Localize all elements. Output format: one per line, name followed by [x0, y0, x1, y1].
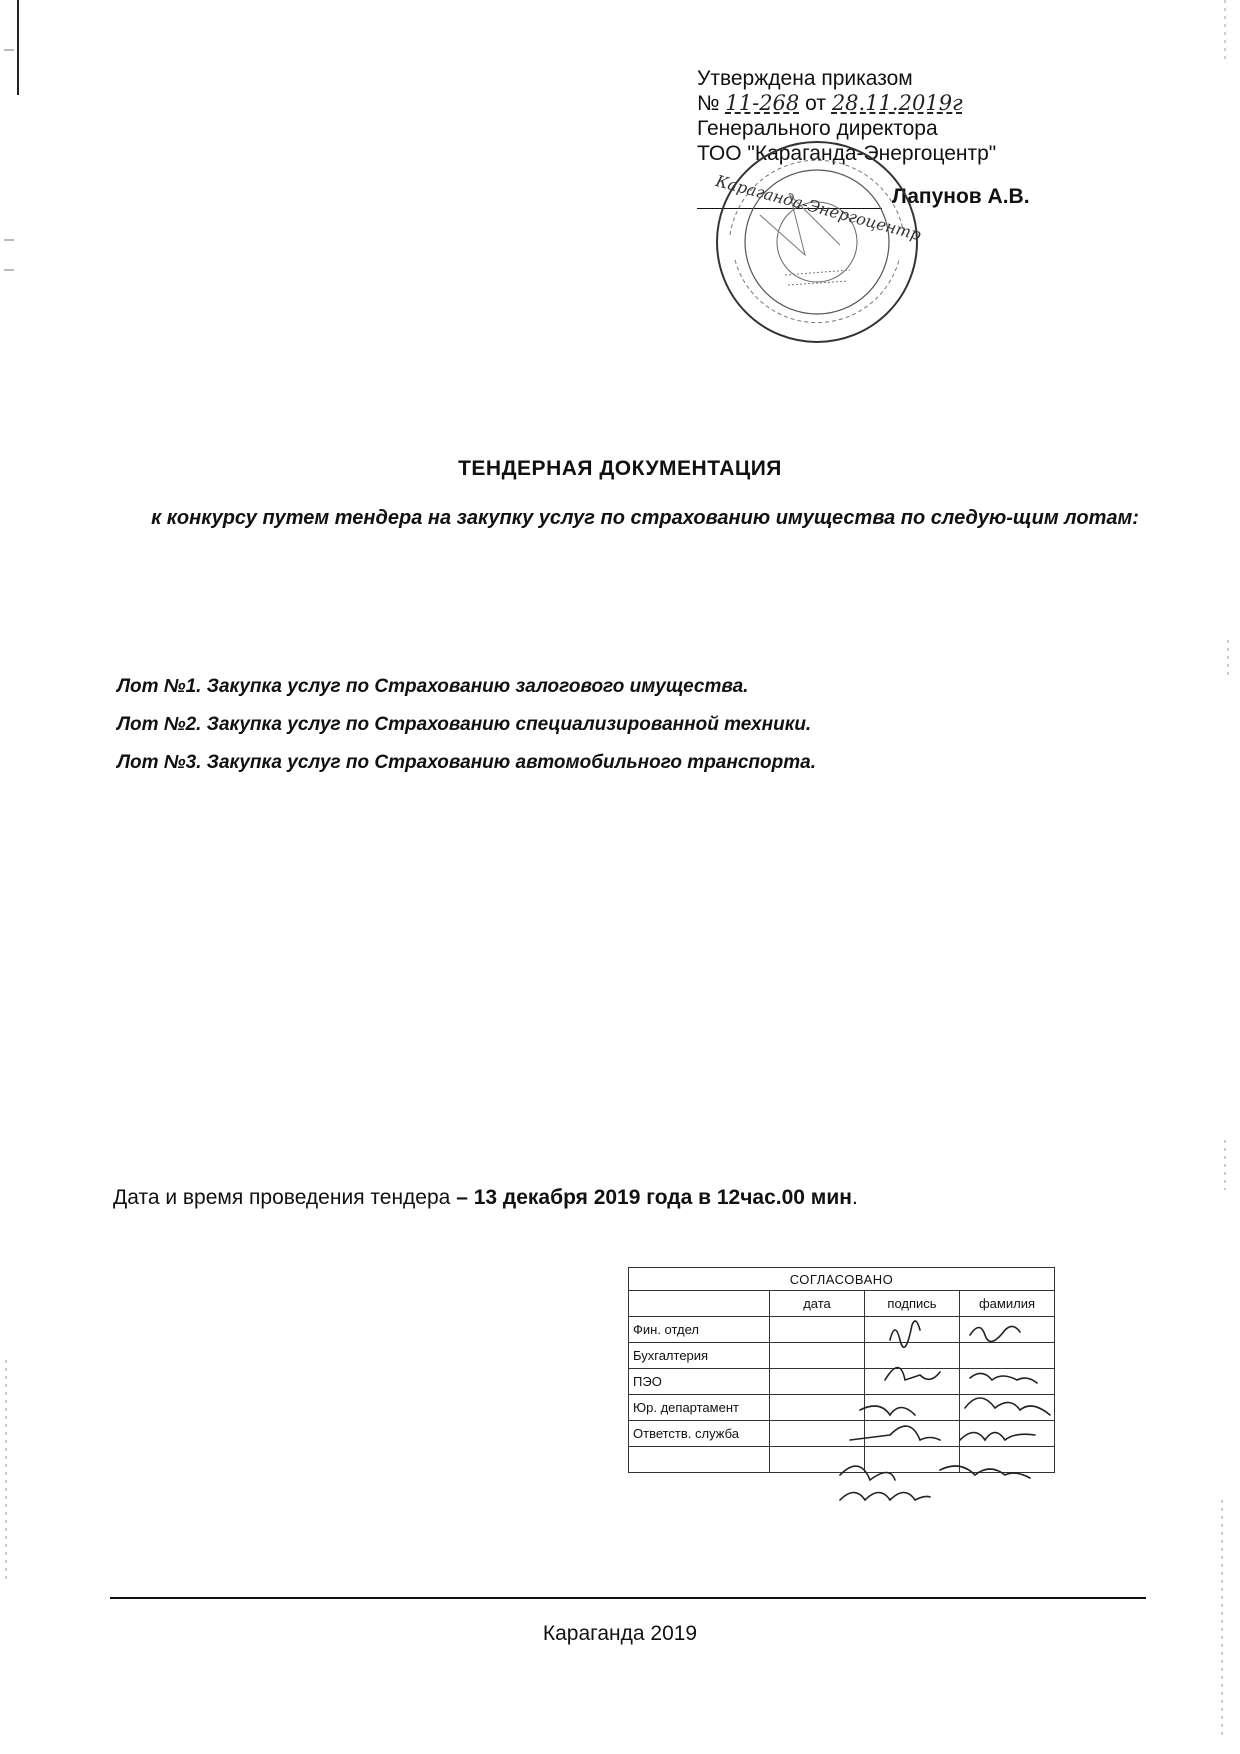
document-subtitle: к конкурсу путем тендера на закупку услуг по страхованию имущества по следую-щим лотам: [151, 507, 1139, 529]
seal-text: Караганда-Энергоцентр [713, 171, 924, 245]
tender-date-value: – 13 декабря 2019 года в 12час.00 мин [456, 1186, 852, 1209]
tender-date-label: Дата и время проведения тендера [113, 1186, 451, 1209]
lot-item: Лот №2. Закупка услуг по Страхованию специализированной техники. [117, 714, 812, 735]
column-header-surname: фамилия [960, 1291, 1055, 1317]
tender-date-suffix: . [851, 1186, 858, 1209]
lot-item: Лот №1. Закупка услуг по Страхованию залогового имущества. [117, 676, 749, 697]
company-seal-icon [710, 135, 925, 350]
handwritten-signatures [820, 1300, 1080, 1520]
approval-line-1: Утверждена приказом [697, 67, 913, 90]
lots-list [117, 668, 816, 782]
row-label: ПЭО [629, 1369, 770, 1395]
row-label: Юр. департамент [629, 1395, 770, 1421]
row-label [629, 1447, 770, 1473]
row-label: Бухгалтерия [629, 1343, 770, 1369]
row-label: Фин. отдел [629, 1317, 770, 1343]
director-name: Лапунов А.В. [892, 185, 1030, 208]
column-header-signature: подпись [865, 1291, 960, 1317]
order-number-line [697, 91, 1057, 116]
tender-date-line [113, 1186, 858, 1210]
order-number-handwritten: 11-268 [725, 91, 800, 115]
order-date-handwritten: 28.11.2019г [831, 91, 963, 115]
column-header-date: дата [770, 1291, 865, 1317]
footer-rule [110, 1597, 1146, 1599]
approval-table-title: СОГЛАСОВАНО [629, 1268, 1055, 1291]
number-prefix: № [697, 92, 720, 115]
table-corner-cell [629, 1291, 770, 1317]
document-title: ТЕНДЕРНАЯ ДОКУМЕНТАЦИЯ [458, 457, 782, 480]
date-prefix: от [805, 92, 826, 115]
lot-item: Лот №3. Закупка услуг по Страхованию автомобильного транспорта. [117, 752, 816, 773]
row-label: Ответств. служба [629, 1421, 770, 1447]
footer-city-year: Караганда 2019 [542, 1622, 698, 1645]
approval-line-3: Генерального директора [697, 117, 938, 140]
approval-line-4: ТОО "Караганда-Энергоцентр" [697, 142, 997, 165]
